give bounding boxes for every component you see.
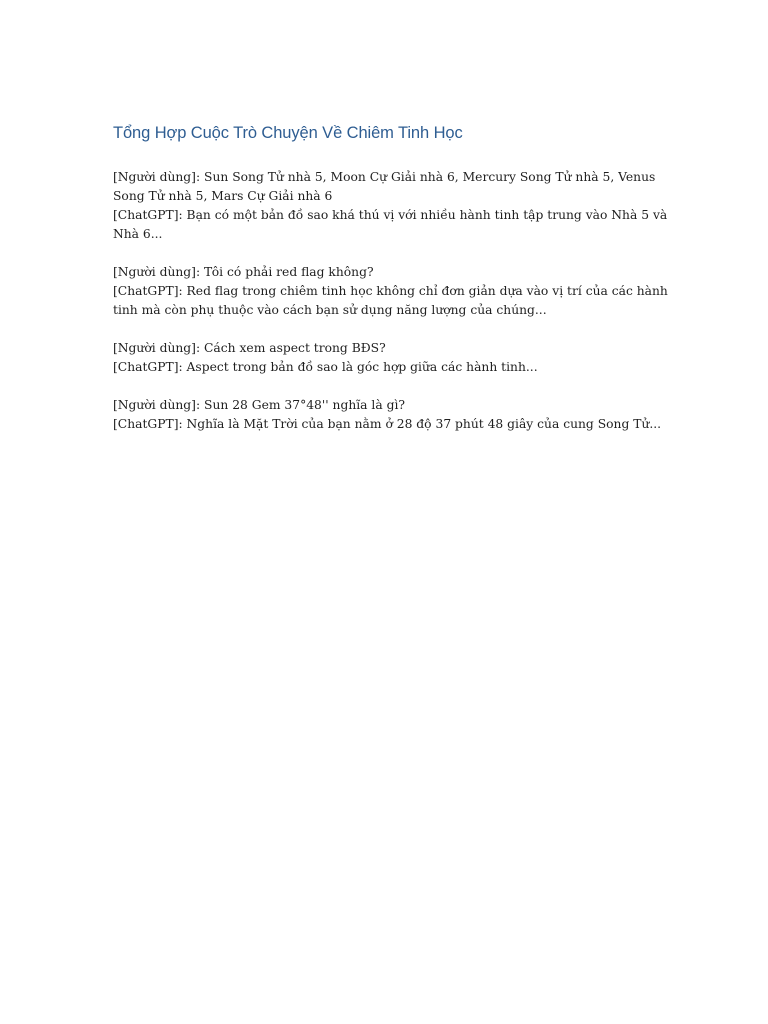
assistant-message: [ChatGPT]: Nghĩa là Mặt Trời của bạn nằm ở 28 độ 37 phút 48 giây của cung Song Tử... <box>113 417 662 431</box>
exchange-4 <box>113 396 673 434</box>
assistant-message: [ChatGPT]: Aspect trong bản đồ sao là góc hợp giữa các hành tinh... <box>113 360 538 374</box>
user-message: [Người dùng]: Cách xem aspect trong BĐS? <box>113 341 386 355</box>
exchange-1 <box>113 168 673 244</box>
exchange-3 <box>113 339 673 377</box>
user-message: [Người dùng]: Sun Song Tử nhà 5, Moon Cự Giải nhà 6, Mercury Song Tử nhà 5, Venus Song Tử nhà 5, Mars Cự Giải nhà 6 <box>113 170 656 203</box>
exchange-2 <box>113 263 673 320</box>
document-title: Tổng Hợp Cuộc Trò Chuyện Về Chiêm Tinh Học <box>113 124 463 142</box>
assistant-message: [ChatGPT]: Red flag trong chiêm tinh học không chỉ đơn giản dựa vào vị trí của các hành tinh mà còn phụ thuộc vào cách bạn sử dụng năng lượng của chúng... <box>113 284 668 317</box>
assistant-message: [ChatGPT]: Bạn có một bản đồ sao khá thú vị với nhiều hành tinh tập trung vào Nhà 5 và Nhà 6... <box>113 208 668 241</box>
user-message: [Người dùng]: Tôi có phải red flag không? <box>113 265 374 279</box>
user-message: [Người dùng]: Sun 28 Gem 37°48'' nghĩa là gì? <box>113 398 405 412</box>
conversation-log <box>113 168 673 453</box>
